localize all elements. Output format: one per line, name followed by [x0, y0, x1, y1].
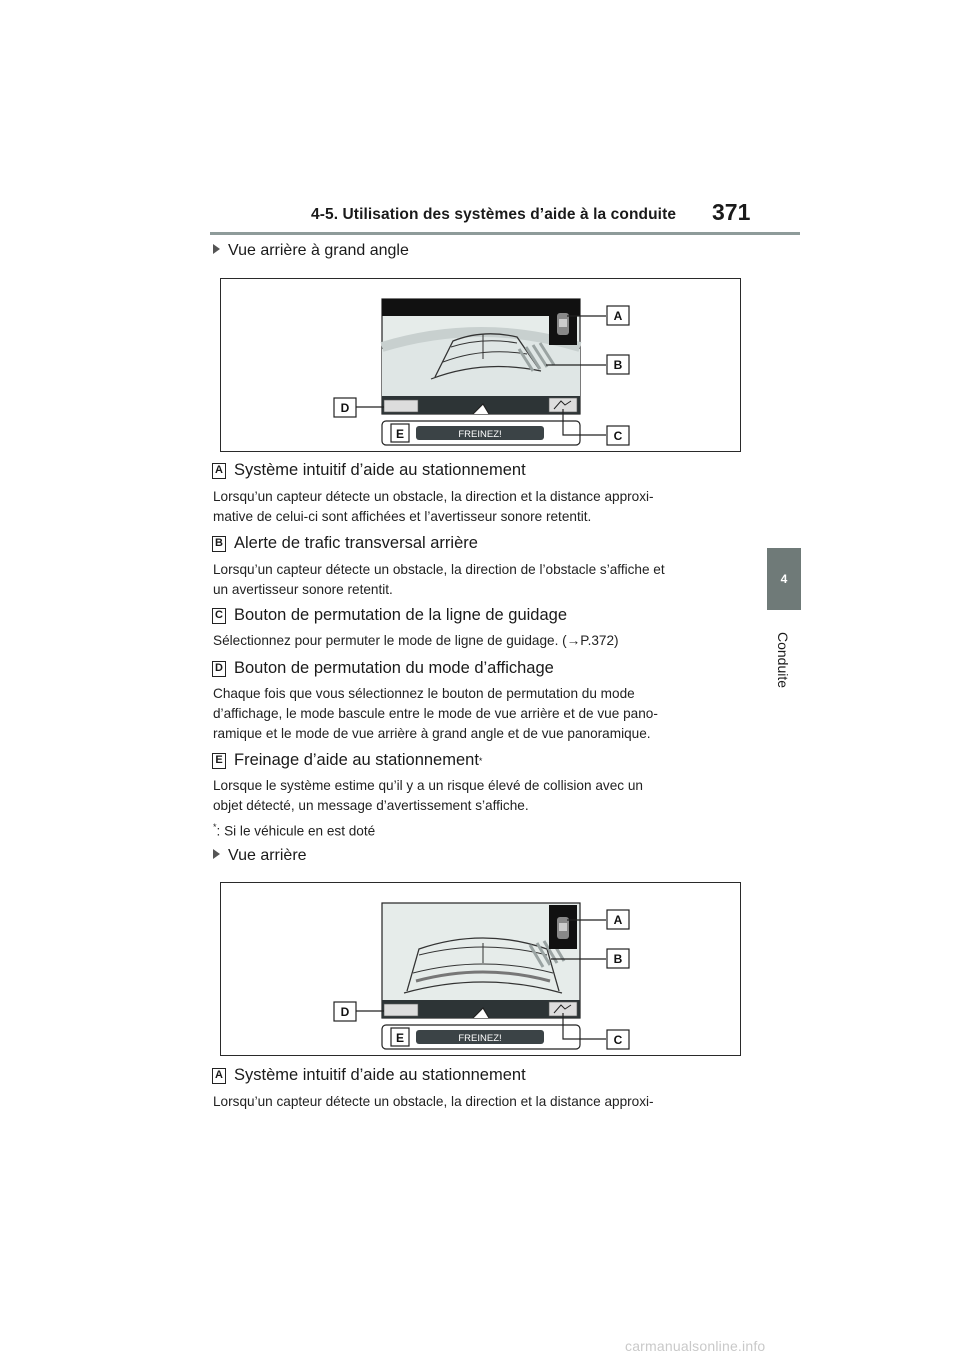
wide-angle-illustration — [221, 279, 740, 451]
bullet-triangle-icon — [213, 244, 220, 254]
entry-letter: C — [212, 608, 226, 624]
watermark: carmanualsonline.info — [625, 1338, 766, 1354]
figure-title-wide: Vue arrière à grand angle — [213, 242, 409, 260]
bullet-triangle-icon — [213, 849, 220, 859]
callout-a: A — [613, 309, 623, 323]
callout-b: B — [613, 358, 623, 372]
figure-wide-angle — [220, 278, 741, 452]
entry-title-a: A Système intuitif d’aide au stationnement — [212, 461, 526, 480]
entry-letter: A — [212, 1068, 226, 1084]
footnote-mark: * — [478, 755, 483, 766]
entry-text-d: Chaque fois que vous sélectionnez le bouton de permutation du mode d’affichage, le mode bascule entre le mode de vue arrière et de vue pano- ramique et le mode de vue arrière à grand angle et de vue panoramique. — [213, 686, 658, 741]
entry-letter: B — [212, 536, 226, 552]
entry-letter: A — [212, 463, 226, 479]
entry-text-a-rear: Lorsqu’un capteur détecte un obstacle, la direction et la distance approxi- — [213, 1094, 654, 1109]
footnote: *: Si le véhicule en est doté — [213, 822, 376, 839]
chapter-label: Conduite — [775, 631, 791, 689]
chapter-tab: 4 — [767, 548, 801, 610]
rear-view-illustration — [221, 883, 740, 1055]
entry-text-a: Lorsqu’un capteur détecte un obstacle, la direction et la distance approxi- mative de celui-ci sont affichées et l’avertisseur sonore retentit. — [213, 489, 654, 524]
callout-c: C — [613, 429, 623, 443]
entry-letter: D — [212, 661, 226, 677]
warning-freinez: FREINEZ! — [458, 429, 502, 440]
callout-e: E — [395, 427, 405, 441]
page-number: 371 — [712, 199, 751, 225]
header-divider — [210, 232, 800, 235]
entry-letter: E — [212, 753, 226, 769]
entry-title-d: D Bouton de permutation du mode d’affichage — [212, 659, 554, 678]
entry-title-a-rear: A Système intuitif d’aide au stationnement — [212, 1066, 526, 1085]
entry-text-c: Sélectionnez pour permuter le mode de ligne de guidage. (→P.372) — [213, 633, 619, 648]
figure-title-rear: Vue arrière — [213, 847, 307, 865]
entry-title-c: C Bouton de permutation de la ligne de guidage — [212, 606, 567, 625]
callout-c: C — [613, 1033, 623, 1047]
entry-title-e: E Freinage d’aide au stationnement * — [212, 751, 482, 770]
callout-e: E — [395, 1031, 405, 1045]
warning-freinez: FREINEZ! — [458, 1033, 502, 1044]
callout-a: A — [613, 913, 623, 927]
section-title: 4-5. Utilisation des systèmes d’aide à la conduite — [311, 206, 677, 223]
callout-d: D — [340, 401, 350, 415]
figure-rear — [220, 882, 741, 1056]
entry-text-e: Lorsque le système estime qu’il y a un risque élevé de collision avec un objet détecté, un message d’avertissement s’affiche. — [213, 778, 643, 813]
callout-b: B — [613, 952, 623, 966]
entry-title-b: B Alerte de trafic transversal arrière — [212, 534, 478, 553]
callout-d: D — [340, 1005, 350, 1019]
entry-text-b: Lorsqu’un capteur détecte un obstacle, la direction de l’obstacle s’affiche et un avertisseur sonore retentit. — [213, 562, 665, 597]
